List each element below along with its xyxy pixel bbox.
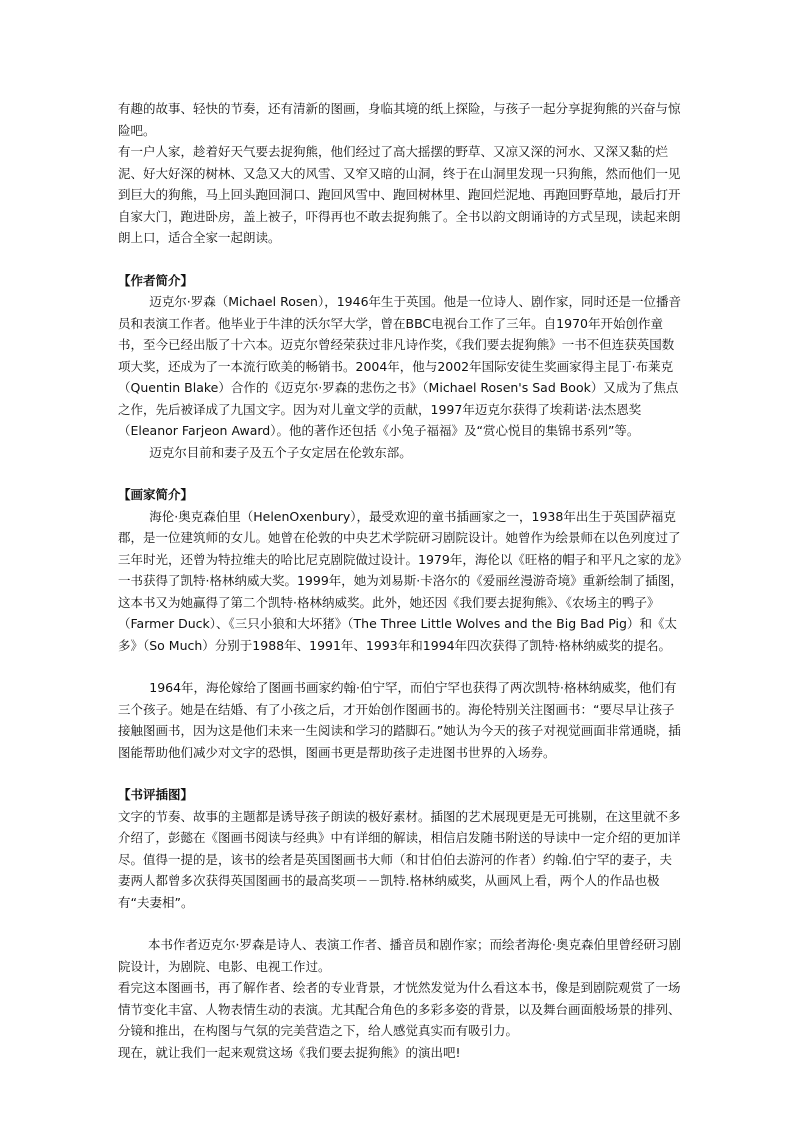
review-heading: 【书评插图】 xyxy=(118,787,194,802)
author-paragraph-1: 迈克尔·罗森（Michael Rosen），1946年生于英国。他是一位诗人、剧作家，同时还是一位播音员和表演工作者。他毕业于牛津的沃尔罕大学，曾在BBC电视台工作了三年。自1970年开始创作童书，至今已经出版了十六本。迈克尔曾经荣获过非凡诗作奖，《我们要去捉狗熊》一书不但连获英国数项大奖，还成为了一本流行欧美的畅销书。2004年，他与2002年国际安徒生奖画家得主昆丁·布莱克（Quentin Blake）合作的《迈克尔·罗森的悲伤之书》（Michael Rosen's Sad Book）又成为了焦点之作，先后被译成了九国文字。因为对儿童文学的贡献，1997年迈克尔获得了埃莉诺·法杰恩奖（Eleanor Farjeon Award）。他的著作还包括《小兔子福福》及“赏心悦目的集锦书系列”等。 xyxy=(118,294,682,438)
illustrator-heading: 【画家简介】 xyxy=(118,487,194,502)
author-paragraph-2: 迈克尔目前和妻子及五个子女定居在伦敦东部。 xyxy=(149,444,412,460)
spacer xyxy=(118,913,684,934)
illustrator-paragraph-2: 1964年，海伦嫁给了图画书画家约翰·伯宁罕，而伯宁罕也获得了两次凯特·格林纳威奖，他们有三个孩子。她是在结婚、有了小孩之后，才开始创作图画书的。海伦特别关注图画书：“要尽早让孩子接触图画书，因为这是他们未来一生阅读和学习的踏脚石。”她认为今天的孩子对视觉画面非常通晓，插图能帮助他们减少对文字的恐惧，图画书更是帮助孩子走进图书世界的入场券。 xyxy=(118,680,681,760)
review-paragraph-3: 看完这本图画书，再了解作者、绘者的专业背景，才恍然发觉为什么看这本书，像是到剧院观赏了一场情节变化丰富、人物表情生动的表演。尤其配合角色的多彩多姿的背景，以及舞台画面般场景的排列、分镜和推出，在构图与气氛的完美营造之下，给人感觉真实而有吸引力。 xyxy=(118,980,681,1038)
intro-paragraph-1: 有趣的故事、轻快的节奏，还有清新的图画，身临其境的纸上探险，与孩子一起分享捉狗熊的兴奋与惊险吧。 xyxy=(118,101,681,138)
illustrator-paragraph-1: 海伦·奥克森伯里（HelenOxenbury），最受欢迎的童书插画家之一，1938年出生于英国萨福克郡，是一位建筑师的女儿。她曾在伦敦的中央艺术学院研习剧院设计。她曾作为绘景师在以色列度过了三年时光，还曾为特拉维夫的哈比尼克剧院做过设计。1979年，海伦以《旺格的帽子和平凡之家的龙》一书获得了凯特·格林纳威大奖。1999年，她为刘易斯·卡洛尔的《爱丽丝漫游奇境》重新绘制了插图，这本书又为她赢得了第二个凯特·格林纳威奖。此外，她还因《我们要去捉狗熊》、《农场主的鸭子》（Farmer Duck）、《三只小狼和大坏猪》（The Three Little Wolves and the Big Bad Pig）和《太多》（So Much）分别于1988年、1991年、1993年和1994年四次获得了凯特·格林纳威奖的提名。 xyxy=(118,508,683,653)
review-paragraph-1: 文字的节奏、故事的主题都是诱导孩子朗读的极好素材。插图的艺术展现更是无可挑剔，在这里就不多介绍了，彭懿在《图画书阅读与经典》中有详细的解读，相信启发随书附送的导读中一定介绍的更加详尽。值得一提的是，该书的绘者是英国图画书大师（和甘伯伯去游河的作者）约翰.伯宁罕的妻子，夫妻两人都曾多次获得英国图画书的最高奖项－－凯特.格林纳威奖，从画风上看，两个人的作品也极有“夫妻相”。 xyxy=(118,808,681,910)
review-paragraph-4: 现在，就让我们一起来观赏这场《我们要去捉狗熊》的演出吧! xyxy=(118,1044,461,1060)
spacer xyxy=(118,656,684,677)
intro-paragraph-2: 有一户人家，趁着好天气要去捉狗熊，他们经过了高大摇摆的野草、又凉又深的河水、又深又黏的烂泥、好大好深的树林、又急又大的风雪、又窄又暗的山洞，终于在山洞里发现一只狗熊，然而他们一见到巨大的狗熊，马上回头跑回洞口、跑回风雪中、跑回树林里、跑回烂泥地、再跑回野草地，最后打开自家大门，跑进卧房，盖上被子，吓得再也不敢去捉狗熊了。全书以韵文朗诵诗的方式呈现，读起来朗朗上口，适合全家一起朗读。 xyxy=(118,144,681,245)
review-paragraph-2: 本书作者迈克尔·罗森是诗人、表演工作者、播音员和剧作家；而绘者海伦·奥克森伯里曾经研习剧院设计，为剧院、电影、电视工作过。 xyxy=(118,937,681,974)
document-body xyxy=(118,98,684,1063)
author-heading: 【作者简介】 xyxy=(118,272,194,288)
